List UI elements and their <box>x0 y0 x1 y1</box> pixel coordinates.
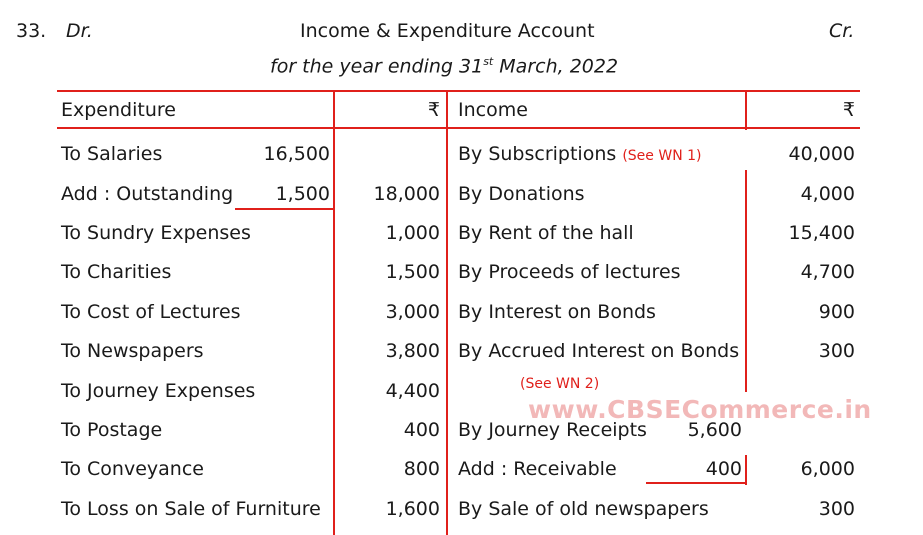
table-row-amount: 3,000 <box>385 301 440 323</box>
receivable-underline <box>646 482 746 484</box>
expenditure-outstanding-label: Add : Outstanding <box>61 183 234 205</box>
income-subscriptions-label: By Subscriptions (See WN 1) <box>458 143 702 165</box>
table-row-label: To Charities <box>61 261 172 283</box>
table-row-label: To Journey Expenses <box>61 380 256 402</box>
table-row-amount: 15,400 <box>788 222 855 244</box>
table-row-amount: 4,700 <box>800 261 855 283</box>
table-row-label: To Newspapers <box>61 340 204 362</box>
table-row-amount: 4,400 <box>385 380 440 402</box>
table-row-label: To Cost of Lectures <box>61 301 241 323</box>
table-row-label: By Donations <box>458 183 585 205</box>
income-newspapers-amount: 300 <box>818 498 855 520</box>
income-newspapers-label: By Sale of old newspapers <box>458 498 709 520</box>
expenditure-salaries-inner: 16,500 <box>263 143 330 165</box>
table-row-label: By Rent of the hall <box>458 222 634 244</box>
expenditure-salaries-total: 18,000 <box>373 183 440 205</box>
table-row-amount: 1,600 <box>385 498 440 520</box>
income-amount-divider-top <box>745 90 747 130</box>
table-row-label: By Interest on Bonds <box>458 301 656 323</box>
expenditure-header: Expenditure <box>61 99 176 121</box>
income-journey-total: 6,000 <box>800 458 855 480</box>
income-journey-label: By Journey Receipts <box>458 419 647 441</box>
watermark: www.CBSECommerce.in <box>528 395 872 424</box>
see-wn1-note: (See WN 1) <box>622 148 702 164</box>
income-amount-divider-low <box>745 455 747 485</box>
table-row-label: To Loss on Sale of Furniture <box>61 498 321 520</box>
outstanding-underline <box>235 208 334 210</box>
table-row-amount: 900 <box>818 301 855 323</box>
table-row-amount: 1,000 <box>385 222 440 244</box>
table-row-label: To Sundry Expenses <box>61 222 251 244</box>
account-title: Income & Expenditure Account <box>300 20 595 42</box>
account-subtitle: for the year ending 31st March, 2022 <box>270 55 619 78</box>
expenditure-outstanding-inner: 1,500 <box>275 183 330 205</box>
income-receivable-label: Add : Receivable <box>458 458 617 480</box>
question-number: 33. <box>16 20 47 42</box>
income-subscriptions-amount: 40,000 <box>788 143 855 165</box>
rupee-header-right: ₹ <box>842 99 855 121</box>
expenditure-amount-divider <box>333 90 335 535</box>
debit-label: Dr. <box>66 20 93 42</box>
table-row-label: To Conveyance <box>61 458 204 480</box>
table-row-label: By Proceeds of lectures <box>458 261 681 283</box>
income-header: Income <box>458 99 528 121</box>
rupee-header-left: ₹ <box>427 99 440 121</box>
table-row-amount: 3,800 <box>385 340 440 362</box>
table-row-label: By Accrued Interest on Bonds <box>458 340 740 362</box>
table-row-label: To Postage <box>61 419 163 441</box>
credit-label: Cr. <box>829 20 855 42</box>
income-amount-divider-mid <box>745 170 747 392</box>
income-journey-inner: 5,600 <box>687 419 742 441</box>
income-receivable-inner: 400 <box>705 458 742 480</box>
table-row-amount: 400 <box>403 419 440 441</box>
table-row-amount: 800 <box>403 458 440 480</box>
table-header-border <box>57 127 860 129</box>
expenditure-salaries-label: To Salaries <box>61 143 163 165</box>
table-row-amount: 300 <box>818 340 855 362</box>
table-row-amount: 4,000 <box>800 183 855 205</box>
table-row-amount: 1,500 <box>385 261 440 283</box>
center-divider <box>446 90 448 535</box>
table-top-border <box>57 90 860 92</box>
see-wn2-note: (See WN 2) <box>520 376 600 392</box>
